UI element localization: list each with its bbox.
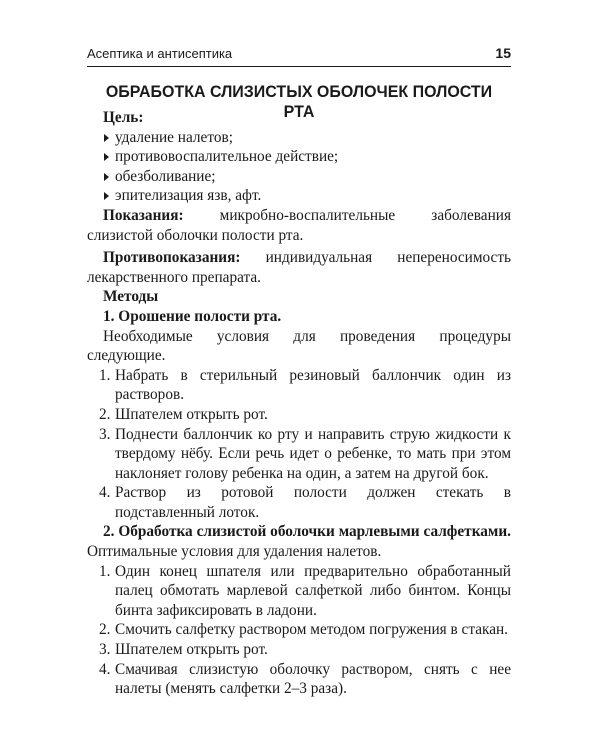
running-header bbox=[87, 46, 511, 64]
methods-label: Методы bbox=[103, 288, 159, 306]
method1-intro: Необходимые условия для проведения процедуры следующие. bbox=[87, 327, 511, 365]
goal-label: Цель: bbox=[103, 109, 144, 126]
method1-title: 1. Орошение полости рта. bbox=[103, 307, 282, 325]
body-text bbox=[87, 108, 511, 699]
method2-title: 2. Обработка слизистой оболочки марлевыми салфетками. bbox=[103, 523, 511, 541]
list-item bbox=[87, 483, 511, 522]
step-number: 4. bbox=[99, 484, 111, 502]
triangle-bullet-icon bbox=[104, 153, 109, 161]
list-item bbox=[87, 660, 511, 699]
goal-item: обезболивание; bbox=[115, 167, 216, 185]
list-item bbox=[87, 562, 511, 621]
step-number: 1. bbox=[99, 366, 111, 384]
goal-item: удаление налетов; bbox=[115, 128, 233, 146]
list-item bbox=[87, 640, 511, 660]
method2-paragraph bbox=[87, 522, 511, 561]
indications-paragraph bbox=[87, 206, 511, 245]
step-text: Раствор из ротовой полости должен стекать в подставленный лоток. bbox=[115, 484, 511, 521]
contraindications-text: индивидуальная непереносимость лекарственного препарата. bbox=[87, 249, 511, 286]
step-text: Смачивая слизистую оболочку раствором, снять с нее налеты (менять салфетки 2–3 раза). bbox=[115, 660, 511, 698]
list-item bbox=[87, 128, 511, 148]
triangle-bullet-icon bbox=[104, 134, 109, 142]
step-text: Один конец шпателя или предварительно обработанный палец обмотать марлевой салфеткой либо бинтом. Концы бинта зафиксировать в ладони. bbox=[115, 562, 511, 619]
step-text: Шпателем открыть рот. bbox=[115, 641, 268, 659]
contraindications-label: Противопоказания: bbox=[103, 249, 241, 267]
header-rule bbox=[87, 66, 511, 67]
goal-item: эпителизация язв, афт. bbox=[115, 187, 262, 205]
running-title: Асептика и антисептика bbox=[87, 46, 233, 61]
indications-text: микробно-воспалительные заболевания слизистой оболочки полости рта. bbox=[87, 206, 511, 244]
section-heading: ОБРАБОТКА СЛИЗИСТЫХ ОБОЛОЧЕК ПОЛОСТИ РТА bbox=[105, 82, 493, 121]
step-text: Поднести баллончик ко рту и направить струю жидкости к твердому нёбу. Если речь идет о ребенке, то мать при этом наклоняет голову ребенка на один, а затем на другой бок. bbox=[115, 425, 511, 482]
page-number: 15 bbox=[495, 45, 511, 61]
list-item bbox=[87, 167, 511, 187]
list-item bbox=[87, 425, 511, 484]
step-number: 1. bbox=[99, 562, 111, 580]
step-text: Шпателем открыть рот. bbox=[115, 405, 268, 423]
method1-steps bbox=[87, 366, 511, 523]
list-item bbox=[87, 366, 511, 405]
list-item bbox=[87, 620, 511, 640]
step-number: 2. bbox=[99, 405, 111, 423]
indications-label: Показания: bbox=[103, 206, 184, 224]
triangle-bullet-icon bbox=[104, 192, 109, 200]
goal-list bbox=[87, 128, 511, 206]
step-number: 3. bbox=[99, 425, 111, 443]
goal-item: противовоспалительное действие; bbox=[115, 148, 339, 166]
step-number: 3. bbox=[99, 641, 111, 659]
triangle-bullet-icon bbox=[104, 173, 109, 181]
method2-steps bbox=[87, 562, 511, 699]
step-text: Смочить салфетку раствором методом погружения в стакан. bbox=[115, 621, 508, 639]
method2-intro: Оптимальные условия для удаления налетов. bbox=[87, 543, 382, 561]
list-item bbox=[87, 147, 511, 167]
contraindications-paragraph bbox=[87, 248, 511, 287]
step-number: 2. bbox=[99, 621, 111, 639]
step-number: 4. bbox=[99, 660, 111, 678]
list-item bbox=[87, 405, 511, 425]
step-text: Набрать в стерильный резиновый баллончик один из растворов. bbox=[115, 366, 511, 404]
list-item bbox=[87, 186, 511, 206]
